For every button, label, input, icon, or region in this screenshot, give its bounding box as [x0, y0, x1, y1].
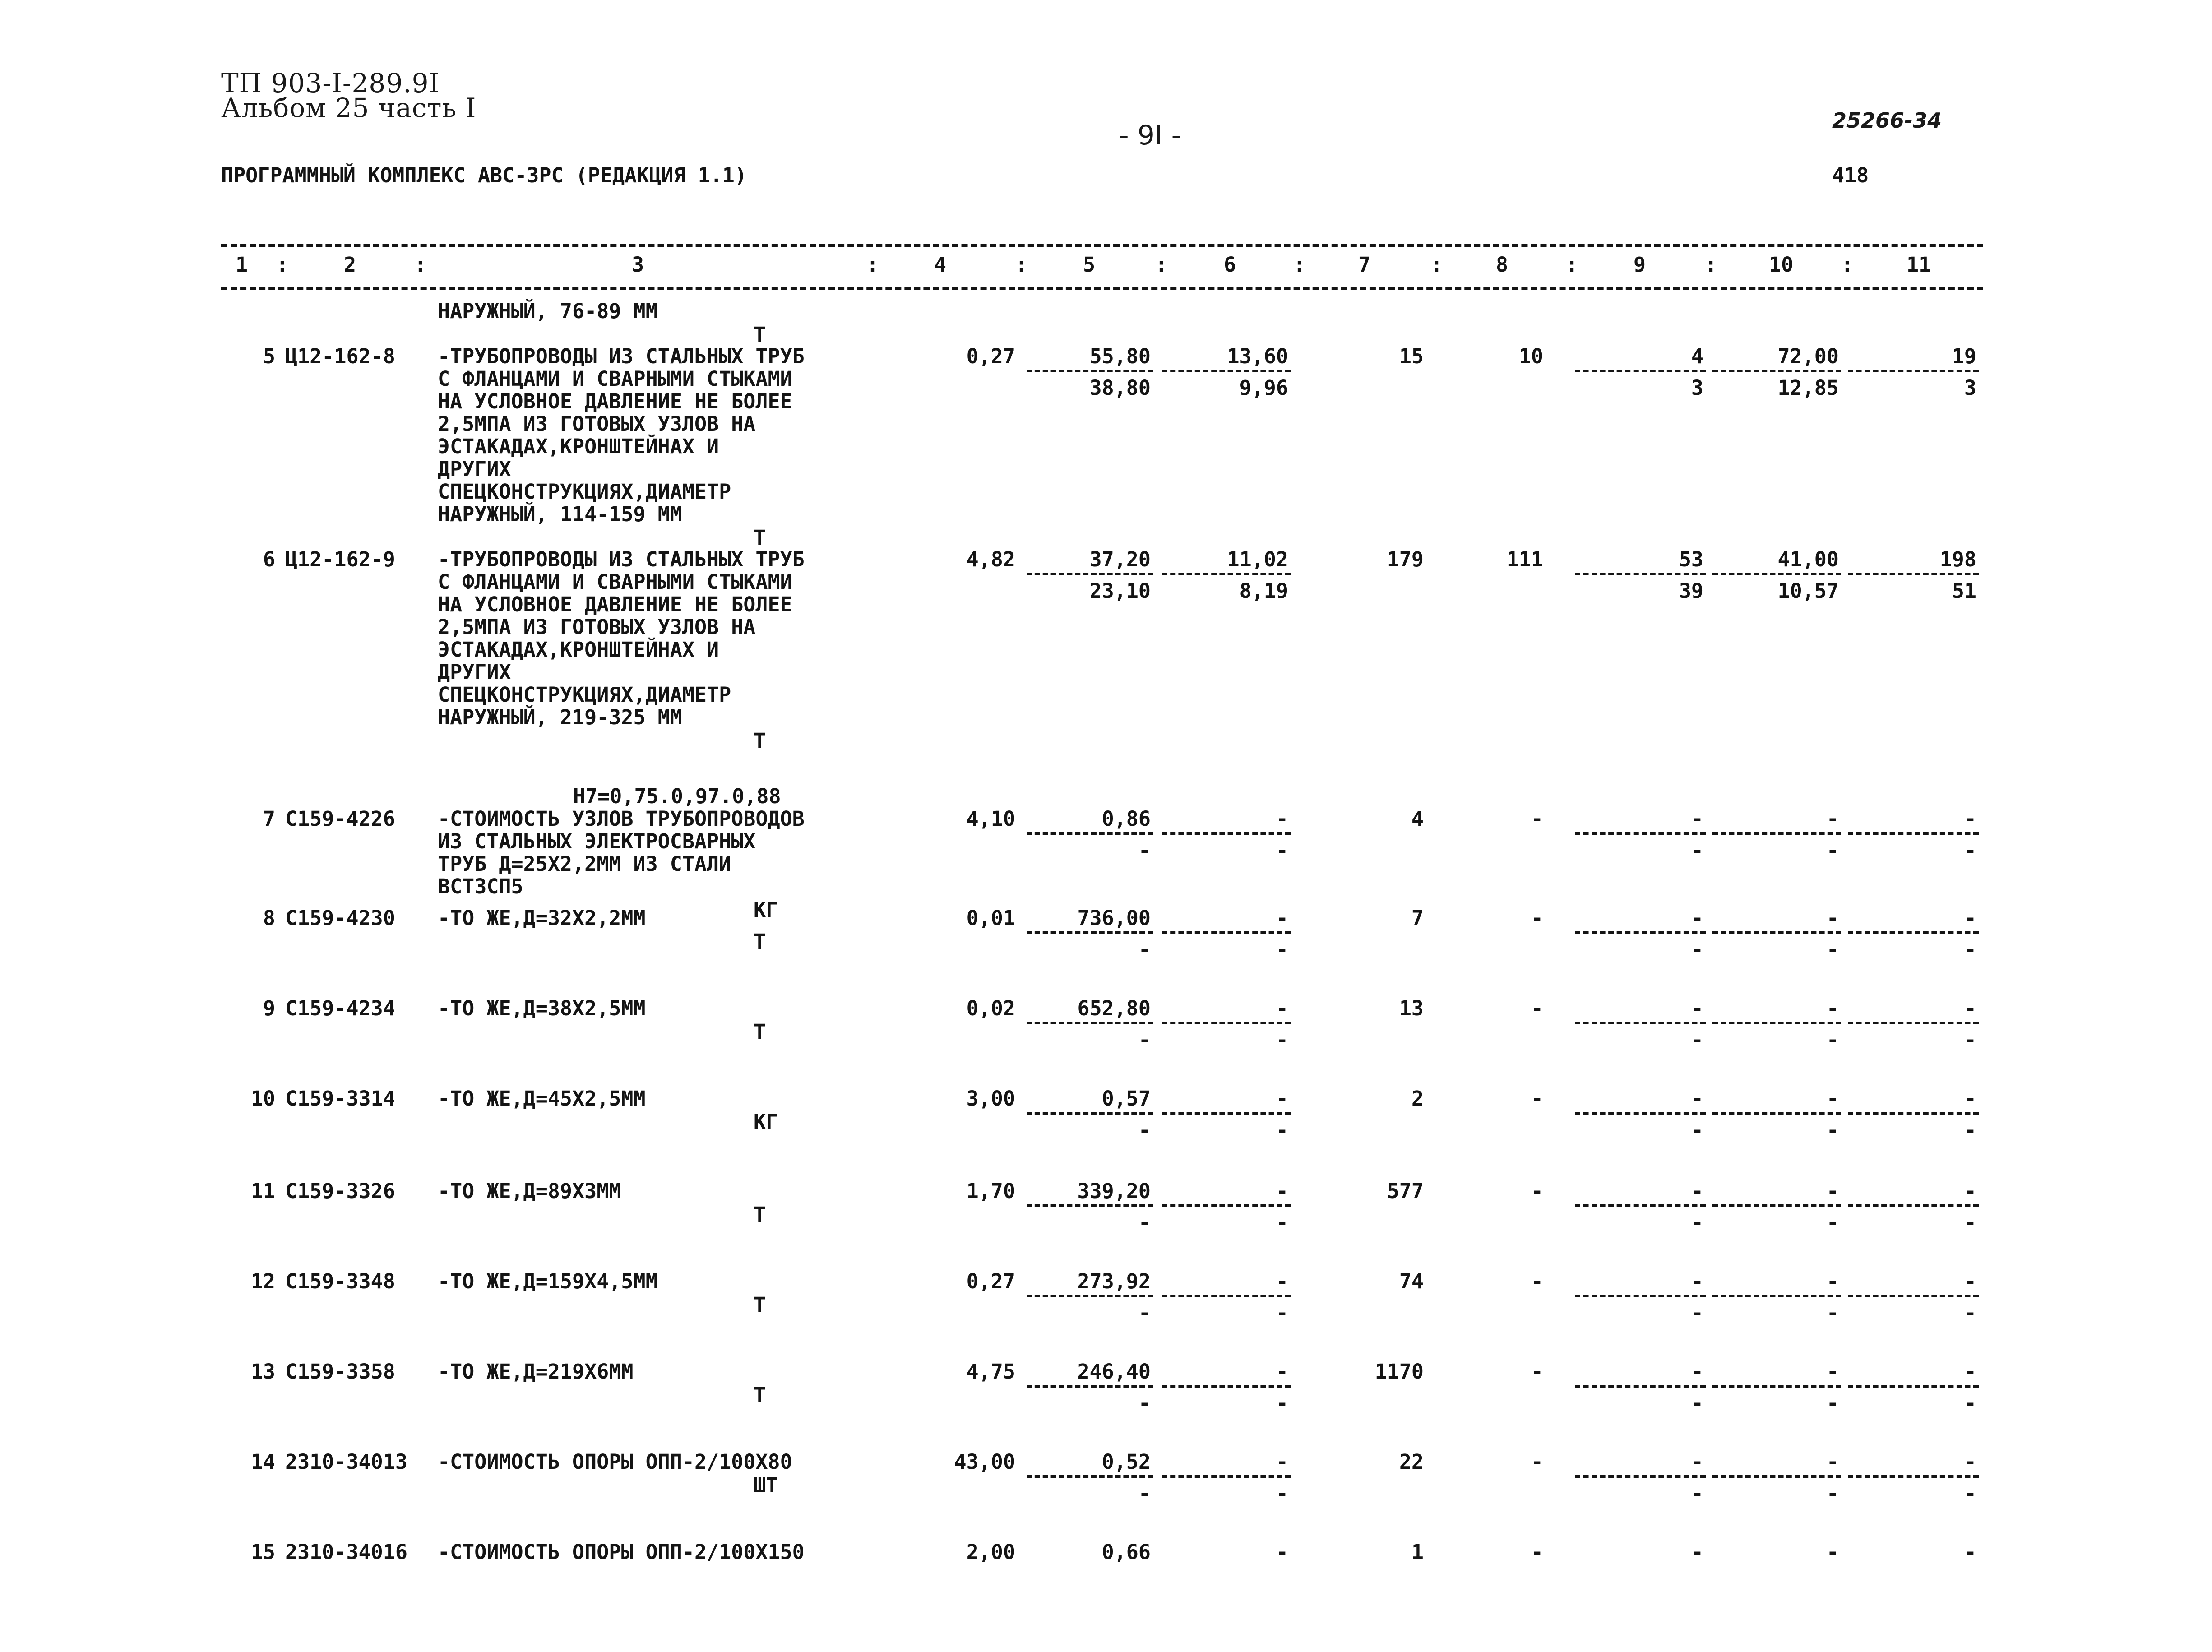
value-col-6-lower: - — [1276, 1028, 1288, 1052]
value-col-6: 11,02 — [1227, 547, 1288, 571]
fraction-divider — [1575, 1475, 1706, 1478]
value-col-9: - — [1691, 996, 1703, 1020]
value-col-4: 0,01 — [966, 906, 1015, 930]
fraction-divider — [1575, 1022, 1706, 1024]
value-col-11-lower: - — [1964, 1118, 1976, 1142]
value-col-7: 74 — [1399, 1269, 1424, 1293]
value-col-11-lower: - — [1964, 938, 1976, 962]
description-line: НАРУЖНЫЙ, 114-159 ММ — [438, 502, 682, 526]
fraction-divider — [1162, 370, 1291, 372]
description-line: -ТО ЖЕ,Д=38Х2,5ММ — [438, 996, 646, 1020]
value-col-5-lower: - — [1138, 1481, 1151, 1505]
description-line: ДРУГИХ — [438, 660, 511, 684]
description-line: -ТО ЖЕ,Д=89Х3ММ — [438, 1179, 621, 1203]
description-line: НА УСЛОВНОЕ ДАВЛЕНИЕ НЕ БОЛЕЕ — [438, 592, 792, 616]
column-header-9: 9 — [1634, 253, 1646, 277]
value-col-10-lower: - — [1826, 838, 1839, 862]
fraction-divider — [1575, 832, 1706, 835]
description-line: ВСТ3СП5 — [438, 875, 523, 898]
value-col-9: - — [1691, 1360, 1703, 1384]
fraction-divider — [1712, 1385, 1841, 1388]
album-label: Альбом 25 часть I — [221, 93, 477, 123]
unit-label: Т — [754, 1020, 766, 1044]
value-col-8: - — [1531, 906, 1543, 930]
value-col-9: - — [1691, 1179, 1703, 1203]
value-col-5: 0,66 — [1101, 1540, 1151, 1564]
fraction-divider — [1848, 1112, 1979, 1115]
fraction-divider — [1027, 370, 1153, 372]
value-col-6-lower: 8,19 — [1239, 579, 1288, 603]
value-col-5: 55,80 — [1089, 344, 1151, 368]
value-col-5-lower: - — [1138, 1118, 1151, 1142]
description-line: -ТО ЖЕ,Д=219Х6ММ — [438, 1360, 634, 1384]
value-col-7: 7 — [1411, 906, 1424, 930]
value-col-9: 53 — [1679, 547, 1703, 571]
value-col-10: - — [1826, 1450, 1839, 1474]
column-separator: : — [1155, 253, 1168, 277]
value-col-11: 198 — [1939, 547, 1976, 571]
fraction-divider — [1848, 1385, 1979, 1388]
row-number: 11 — [250, 1179, 275, 1203]
value-col-5-lower: 23,10 — [1089, 579, 1151, 603]
row-number: 12 — [250, 1269, 275, 1293]
value-col-11: - — [1964, 1087, 1976, 1111]
fraction-divider — [1027, 1112, 1153, 1115]
fraction-divider — [1162, 1385, 1291, 1388]
work-description — [438, 997, 866, 1020]
value-col-9-lower: - — [1691, 838, 1703, 862]
value-col-7: 15 — [1399, 344, 1424, 368]
value-col-11-lower: - — [1964, 1211, 1976, 1235]
page-number: - 9I - — [1119, 120, 1181, 151]
row-number: 13 — [250, 1360, 275, 1384]
value-col-10-lower: 12,85 — [1777, 376, 1839, 400]
value-col-8: - — [1531, 1269, 1543, 1293]
column-header-4: 4 — [934, 253, 947, 277]
description-line: НА УСЛОВНОЕ ДАВЛЕНИЕ НЕ БОЛЕЕ — [438, 389, 792, 413]
value-col-5: 37,20 — [1089, 547, 1151, 571]
rate-code: С159-4234 — [285, 996, 395, 1020]
description-line: ЭСТАКАДАХ,КРОНШТЕЙНАХ И — [438, 638, 719, 662]
unit-label: Т — [754, 930, 766, 953]
value-col-5: 0,52 — [1101, 1450, 1151, 1474]
value-col-10: 72,00 — [1777, 344, 1839, 368]
work-description — [438, 1541, 866, 1564]
table-top-rule — [221, 244, 1983, 247]
value-col-6: - — [1276, 1087, 1288, 1111]
value-col-11: 19 — [1952, 344, 1976, 368]
rate-code: 2310-34016 — [285, 1540, 407, 1564]
fraction-divider — [1027, 1022, 1153, 1024]
value-col-11-lower: - — [1964, 1391, 1976, 1415]
description-line: ТРУБ Д=25Х2,2ММ ИЗ СТАЛИ — [438, 852, 731, 876]
value-col-7: 577 — [1387, 1179, 1424, 1203]
fraction-divider — [1027, 1475, 1153, 1478]
value-col-11-lower: - — [1964, 1301, 1976, 1325]
value-col-8: 111 — [1506, 547, 1543, 571]
column-header-11: 11 — [1907, 253, 1931, 277]
value-col-5-lower: - — [1138, 1211, 1151, 1235]
value-col-5-lower: - — [1138, 838, 1151, 862]
value-col-9: - — [1691, 1540, 1703, 1564]
rate-code: С159-3326 — [285, 1179, 395, 1203]
column-header-2: 2 — [344, 253, 356, 277]
value-col-11: - — [1964, 1540, 1976, 1564]
value-col-4: 3,00 — [966, 1087, 1015, 1111]
unit-label: Т — [754, 323, 766, 347]
value-col-6-lower: - — [1276, 1211, 1288, 1235]
value-col-9-lower: - — [1691, 1211, 1703, 1235]
value-col-10: - — [1826, 1540, 1839, 1564]
value-col-6-lower: - — [1276, 1391, 1288, 1415]
value-col-6-lower: - — [1276, 1118, 1288, 1142]
value-col-9-lower: 3 — [1691, 376, 1703, 400]
value-col-10: - — [1826, 1087, 1839, 1111]
fraction-divider — [1712, 832, 1841, 835]
value-col-10-lower: 10,57 — [1777, 579, 1839, 603]
description-line: 2,5МПА ИЗ ГОТОВЫХ УЗЛОВ НА — [438, 615, 756, 639]
work-description — [438, 808, 866, 898]
column-header-10: 10 — [1769, 253, 1794, 277]
value-col-9: - — [1691, 1087, 1703, 1111]
value-col-11-lower: - — [1964, 1028, 1976, 1052]
value-col-6: - — [1276, 996, 1288, 1020]
fraction-divider — [1027, 931, 1153, 934]
value-col-6: - — [1276, 1269, 1288, 1293]
fraction-divider — [1848, 573, 1979, 575]
fraction-divider — [1162, 1475, 1291, 1478]
value-col-5: 339,20 — [1077, 1179, 1151, 1203]
description-line: НАРУЖНЫЙ, 76-89 ММ — [438, 299, 658, 323]
value-col-11-lower: 3 — [1964, 376, 1976, 400]
row-number: 7 — [263, 807, 275, 831]
description-line: -СТОИМОСТЬ ОПОРЫ ОПП-2/100Х80 — [438, 1450, 792, 1474]
column-separator: : — [1015, 253, 1028, 277]
value-col-9-lower: - — [1691, 1391, 1703, 1415]
fraction-divider — [1162, 573, 1291, 575]
value-col-7: 179 — [1387, 547, 1424, 571]
column-separator: : — [1705, 253, 1717, 277]
column-separator: : — [414, 253, 427, 277]
description-line: -ТО ЖЕ,Д=159Х4,5ММ — [438, 1269, 658, 1293]
unit-label: Т — [754, 1293, 766, 1317]
value-col-10: 41,00 — [1777, 547, 1839, 571]
description-line: ЭСТАКАДАХ,КРОНШТЕЙНАХ И — [438, 435, 719, 458]
value-col-8: - — [1531, 1179, 1543, 1203]
value-col-5-lower: - — [1138, 1301, 1151, 1325]
fraction-divider — [1712, 1022, 1841, 1024]
description-line: -ТО ЖЕ,Д=45Х2,5ММ — [438, 1087, 646, 1111]
value-col-9-lower: - — [1691, 1028, 1703, 1052]
value-col-6: 13,60 — [1227, 344, 1288, 368]
value-col-8: - — [1531, 1540, 1543, 1564]
description-line: -ТО ЖЕ,Д=32Х2,2ММ — [438, 906, 646, 930]
fraction-divider — [1712, 370, 1841, 372]
rate-code: 2310-34013 — [285, 1450, 407, 1474]
value-col-6: - — [1276, 807, 1288, 831]
value-col-6: - — [1276, 906, 1288, 930]
unit-label: ШТ — [754, 1473, 778, 1497]
value-col-10-lower: - — [1826, 1028, 1839, 1052]
unit-label: Т — [754, 1383, 766, 1407]
work-description — [438, 1270, 866, 1293]
description-line: СПЕЦКОНСТРУКЦИЯХ,ДИАМЕТР — [438, 683, 731, 707]
fraction-divider — [1848, 1475, 1979, 1478]
value-col-5-lower: - — [1138, 1391, 1151, 1415]
value-col-9-lower: - — [1691, 1118, 1703, 1142]
value-col-6-lower: 9,96 — [1239, 376, 1288, 400]
value-col-11-lower: - — [1964, 838, 1976, 862]
fraction-divider — [1712, 1295, 1841, 1297]
value-col-10-lower: - — [1826, 1118, 1839, 1142]
description-line: 2,5МПА ИЗ ГОТОВЫХ УЗЛОВ НА — [438, 412, 756, 436]
sheet-number: 418 — [1832, 163, 1869, 187]
unit-label: Т — [754, 526, 766, 550]
value-col-5: 652,80 — [1077, 996, 1151, 1020]
fraction-divider — [1575, 1295, 1706, 1297]
work-description — [438, 1451, 866, 1473]
value-col-8: - — [1531, 996, 1543, 1020]
value-col-7: 1 — [1411, 1540, 1424, 1564]
value-col-11-lower: 51 — [1952, 579, 1976, 603]
work-description — [438, 1360, 866, 1383]
table-header-rule — [221, 287, 1983, 290]
work-description — [438, 300, 866, 323]
value-col-10: - — [1826, 807, 1839, 831]
unit-label: КГ — [754, 898, 778, 922]
value-col-5: 736,00 — [1077, 906, 1151, 930]
fraction-divider — [1162, 1022, 1291, 1024]
value-col-5-lower: - — [1138, 1028, 1151, 1052]
description-line: ДРУГИХ — [438, 457, 511, 481]
value-col-6-lower: - — [1276, 1301, 1288, 1325]
fraction-divider — [1575, 1112, 1706, 1115]
value-col-10-lower: - — [1826, 938, 1839, 962]
value-col-10: - — [1826, 1360, 1839, 1384]
value-col-10: - — [1826, 906, 1839, 930]
value-col-6-lower: - — [1276, 938, 1288, 962]
value-col-4: 1,70 — [966, 1179, 1015, 1203]
column-separator: : — [866, 253, 879, 277]
fraction-divider — [1162, 931, 1291, 934]
row-number: 15 — [250, 1540, 275, 1564]
fraction-divider — [1162, 1112, 1291, 1115]
column-header-7: 7 — [1358, 253, 1371, 277]
value-col-11: - — [1964, 1179, 1976, 1203]
column-separator: : — [1430, 253, 1443, 277]
fraction-divider — [1575, 1204, 1706, 1207]
value-col-8: - — [1531, 1087, 1543, 1111]
description-line: НАРУЖНЫЙ, 219-325 ММ — [438, 705, 682, 729]
fraction-divider — [1848, 1295, 1979, 1297]
unit-label: Т — [754, 729, 766, 753]
row-number: 8 — [263, 906, 275, 930]
value-col-10-lower: - — [1826, 1211, 1839, 1235]
fraction-divider — [1848, 1204, 1979, 1207]
value-col-4: 0,02 — [966, 996, 1015, 1020]
row-number: 14 — [250, 1450, 275, 1474]
value-col-11: - — [1964, 1269, 1976, 1293]
description-line: ИЗ СТАЛЬНЫХ ЭЛЕКТРОСВАРНЫХ — [438, 829, 756, 853]
value-col-4: 43,00 — [954, 1450, 1015, 1474]
rate-code: Ц12-162-9 — [285, 547, 395, 571]
description-line: -ТРУБОПРОВОДЫ ИЗ СТАЛЬНЫХ ТРУБ — [438, 344, 805, 368]
value-col-8: - — [1531, 1450, 1543, 1474]
row-number: 6 — [263, 547, 275, 571]
column-separator: : — [276, 253, 289, 277]
unit-label: Т — [754, 1203, 766, 1226]
value-col-11: - — [1964, 1360, 1976, 1384]
value-col-9: - — [1691, 1450, 1703, 1474]
value-col-11: - — [1964, 807, 1976, 831]
fraction-divider — [1027, 832, 1153, 835]
value-col-9: - — [1691, 1269, 1703, 1293]
fraction-divider — [1712, 931, 1841, 934]
fraction-divider — [1162, 832, 1291, 835]
fraction-divider — [1848, 1022, 1979, 1024]
description-line: -ТРУБОПРОВОДЫ ИЗ СТАЛЬНЫХ ТРУБ — [438, 547, 805, 571]
work-description — [438, 345, 866, 526]
value-col-9-lower: 39 — [1679, 579, 1703, 603]
work-description — [438, 1087, 866, 1110]
column-header-1: 1 — [236, 253, 248, 277]
fraction-divider — [1848, 832, 1979, 835]
value-col-5: 0,57 — [1101, 1087, 1151, 1111]
value-col-6: - — [1276, 1179, 1288, 1203]
fraction-divider — [1027, 1295, 1153, 1297]
column-separator: : — [1293, 253, 1306, 277]
work-description — [438, 907, 866, 930]
description-line: С ФЛАНЦАМИ И СВАРНЫМИ СТЫКАМИ — [438, 367, 792, 391]
value-col-7: 22 — [1399, 1450, 1424, 1474]
rate-code: Ц12-162-8 — [285, 344, 395, 368]
rate-code: С159-3348 — [285, 1269, 395, 1293]
description-line: СПЕЦКОНСТРУКЦИЯХ,ДИАМЕТР — [438, 480, 731, 504]
rate-code: С159-3358 — [285, 1360, 395, 1384]
column-separator: : — [1566, 253, 1578, 277]
fraction-divider — [1027, 1204, 1153, 1207]
fraction-divider — [1712, 1112, 1841, 1115]
value-col-5: 246,40 — [1077, 1360, 1151, 1384]
description-line: -СТОИМОСТЬ УЗЛОВ ТРУБОПРОВОДОВ — [438, 807, 805, 831]
value-col-4: 0,27 — [966, 1269, 1015, 1293]
value-col-4: 4,82 — [966, 547, 1015, 571]
value-col-10: - — [1826, 996, 1839, 1020]
unit-label: КГ — [754, 1110, 778, 1134]
row-number: 9 — [263, 996, 275, 1020]
value-col-4: 4,75 — [966, 1360, 1015, 1384]
fraction-divider — [1575, 931, 1706, 934]
value-col-9: 4 — [1691, 344, 1703, 368]
value-col-9: - — [1691, 807, 1703, 831]
value-col-10: - — [1826, 1269, 1839, 1293]
value-col-11: - — [1964, 906, 1976, 930]
value-col-10: - — [1826, 1179, 1839, 1203]
fraction-divider — [1712, 573, 1841, 575]
value-col-6: - — [1276, 1450, 1288, 1474]
value-col-4: 4,10 — [966, 807, 1015, 831]
value-col-7: 13 — [1399, 996, 1424, 1020]
value-col-9-lower: - — [1691, 1301, 1703, 1325]
value-col-11-lower: - — [1964, 1481, 1976, 1505]
row-number: 5 — [263, 344, 275, 368]
value-col-7: 1170 — [1374, 1360, 1424, 1384]
description-line: С ФЛАНЦАМИ И СВАРНЫМИ СТЫКАМИ — [438, 570, 792, 594]
archive-stamp: 25266-34 — [1832, 108, 1942, 133]
fraction-divider — [1027, 1385, 1153, 1388]
value-col-7: 2 — [1411, 1087, 1424, 1111]
work-description — [438, 1180, 866, 1203]
column-header-3: 3 — [632, 253, 644, 277]
description-line: -СТОИМОСТЬ ОПОРЫ ОПП-2/100Х150 — [438, 1540, 805, 1564]
rate-code: С159-4226 — [285, 807, 395, 831]
fraction-divider — [1162, 1204, 1291, 1207]
value-col-9-lower: - — [1691, 1481, 1703, 1505]
value-col-8: - — [1531, 807, 1543, 831]
value-col-5-lower: 38,80 — [1089, 376, 1151, 400]
value-col-4: 2,00 — [966, 1540, 1015, 1564]
fraction-divider — [1027, 573, 1153, 575]
value-col-9: - — [1691, 906, 1703, 930]
column-header-8: 8 — [1496, 253, 1509, 277]
work-description — [438, 548, 866, 729]
fraction-divider — [1575, 573, 1706, 575]
fraction-divider — [1162, 1295, 1291, 1297]
value-col-6: - — [1276, 1360, 1288, 1384]
value-col-6-lower: - — [1276, 838, 1288, 862]
value-col-4: 0,27 — [966, 344, 1015, 368]
value-col-10-lower: - — [1826, 1481, 1839, 1505]
fraction-divider — [1848, 931, 1979, 934]
rate-code: С159-3314 — [285, 1087, 395, 1111]
value-col-6-lower: - — [1276, 1481, 1288, 1505]
fraction-divider — [1712, 1204, 1841, 1207]
row-number: 10 — [250, 1087, 275, 1111]
value-col-7: 4 — [1411, 807, 1424, 831]
value-col-11: - — [1964, 1450, 1976, 1474]
column-header-5: 5 — [1083, 253, 1096, 277]
value-col-9-lower: - — [1691, 938, 1703, 962]
fraction-divider — [1575, 370, 1706, 372]
value-col-11: - — [1964, 996, 1976, 1020]
document-code: ТП 903-I-289.9I — [221, 68, 440, 98]
value-col-5-lower: - — [1138, 938, 1151, 962]
value-col-8: 10 — [1518, 344, 1543, 368]
rate-code: С159-4230 — [285, 906, 395, 930]
program-title: ПРОГРАММНЫЙ КОМПЛЕКС АВС-3РС (РЕДАКЦИЯ 1.1) — [221, 163, 747, 187]
column-separator: : — [1841, 253, 1854, 277]
value-col-5: 273,92 — [1077, 1269, 1151, 1293]
value-col-5: 0,86 — [1101, 807, 1151, 831]
value-col-8: - — [1531, 1360, 1543, 1384]
fraction-divider — [1848, 370, 1979, 372]
fraction-divider — [1712, 1475, 1841, 1478]
value-col-10-lower: - — [1826, 1301, 1839, 1325]
fraction-divider — [1575, 1385, 1706, 1388]
value-col-6: - — [1276, 1540, 1288, 1564]
column-header-6: 6 — [1224, 253, 1236, 277]
coefficient-note: Н7=0,75.0,97.0,88 — [573, 784, 781, 808]
value-col-10-lower: - — [1826, 1391, 1839, 1415]
